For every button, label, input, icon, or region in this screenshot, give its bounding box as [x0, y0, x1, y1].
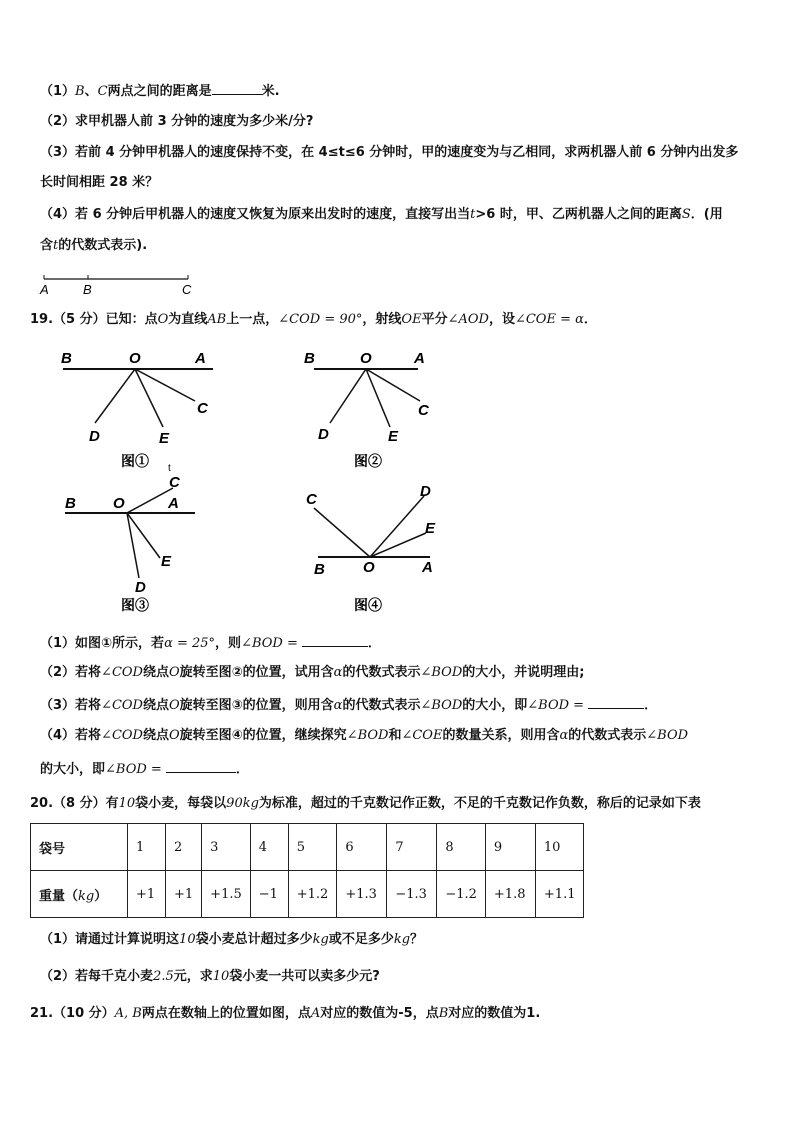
- label-o: O: [129, 350, 141, 367]
- label-o: O: [360, 350, 372, 367]
- table-cell: 9: [485, 824, 535, 871]
- q18-part1: （1）B、C两点之间的距离是 米.: [40, 80, 764, 102]
- weight-table: [30, 823, 584, 918]
- answer-blank: [588, 694, 644, 709]
- table-cell: 10: [535, 824, 584, 871]
- table-cell: −1: [250, 871, 288, 918]
- stray-mark: t: [168, 463, 171, 474]
- table-cell: 6: [337, 824, 387, 871]
- figure-1: [55, 345, 235, 475]
- label-d: D: [89, 428, 100, 445]
- label-d: D: [420, 483, 431, 500]
- label-e: E: [159, 430, 170, 447]
- label-b: B: [65, 495, 76, 512]
- label-c: C: [418, 402, 429, 419]
- q21-stem: 21.（10 分）A, B两点在数轴上的位置如图，点A对应的数值为-5，点B对应的数值为1.: [30, 1006, 541, 1021]
- figure-2-caption: 图②: [354, 453, 382, 469]
- table-cell: +1.3: [337, 871, 387, 918]
- point-a-label: A: [40, 282, 49, 297]
- q18-part3-line2: 长时间相距 28 米？: [40, 175, 159, 190]
- table-cell: −1.3: [387, 871, 437, 918]
- table-cell: 7: [387, 824, 437, 871]
- q20-stem: 20.（8 分）有10袋小麦，每袋以90kg为标准，超过的千克数记作正数，不足的千克数记作负数，称后的记录如下表: [30, 796, 701, 811]
- figure-1-caption: 图①: [121, 453, 149, 469]
- table-cell: −1.2: [437, 871, 486, 918]
- q18-part4-line2: 含t的代数式表示).: [40, 238, 148, 253]
- label-d: D: [318, 426, 329, 443]
- table-cell: 3: [202, 824, 251, 871]
- table-cell: 2: [166, 824, 202, 871]
- label-b: B: [314, 561, 325, 578]
- answer-blank: [166, 758, 236, 773]
- q19-sub3: （3）若将∠COD绕点O旋转至图③的位置，则用含α的代数式表示∠BOD的大小，即∠BOD = ．: [40, 694, 764, 716]
- label-e: E: [425, 520, 436, 537]
- header-cell: 袋号: [31, 824, 128, 871]
- q18-part3-line1: （3）若前 4 分钟甲机器人的速度保持不变，在 4≤t≤6 分钟时，甲的速度变为与乙相同，求两机器人前 6 分钟内出发多: [40, 145, 739, 160]
- label-c: C: [306, 491, 317, 508]
- answer-blank: [212, 80, 262, 95]
- label-a: A: [195, 350, 206, 367]
- table-cell: 4: [250, 824, 288, 871]
- table-row-bag-numbers: [31, 824, 584, 871]
- figure-3-caption: 图③: [121, 597, 149, 613]
- label-o: O: [113, 495, 125, 512]
- q18-part2: （2）求甲机器人前 3 分钟的速度为多少米/分?: [40, 114, 314, 129]
- figure-4: [300, 478, 480, 620]
- label-o: O: [363, 559, 375, 576]
- table-row-weights: [31, 871, 584, 918]
- answer-blank: [302, 632, 368, 647]
- q19-sub4-line2: 的大小，即∠BOD = ．: [40, 758, 764, 780]
- number-line-figure: [36, 268, 206, 298]
- q19-sub1: （1）如图①所示，若α = 25°，则∠BOD = ．: [40, 632, 764, 654]
- table-cell: 1: [128, 824, 166, 871]
- label-a: A: [422, 559, 433, 576]
- label-b: B: [61, 350, 72, 367]
- q19-sub4-line1: （4）若将∠COD绕点O旋转至图④的位置，继续探究∠BOD和∠COE的数量关系，则用含α的代数式表示∠BOD: [40, 728, 689, 743]
- point-b-label: B: [83, 282, 92, 297]
- figure-2: [300, 345, 480, 475]
- q18-part4-line1: （4）若 6 分钟后甲机器人的速度又恢复为原来出发时的速度，直接写出当t>6 时，甲、乙两机器人之间的距离S．(用: [40, 207, 723, 222]
- table-cell: +1: [128, 871, 166, 918]
- q19-stem: 19.（5 分）已知：点O为直线AB上一点，∠COD = 90°，射线OE平分∠AOD，设∠COE = α．: [30, 312, 597, 327]
- table-cell: +1.2: [288, 871, 337, 918]
- label-c: C: [169, 474, 180, 491]
- label-a: A: [168, 495, 179, 512]
- label-b: B: [304, 350, 315, 367]
- q19-sub2: （2）若将∠COD绕点O旋转至图②的位置，试用含α的代数式表示∠BOD的大小，并说明理由;: [40, 665, 585, 680]
- q20-sub1: （1）请通过计算说明这10袋小麦总计超过多少kg或不足多少kg？: [40, 932, 424, 947]
- table-cell: +1.5: [202, 871, 251, 918]
- figure-4-caption: 图④: [354, 597, 382, 613]
- label-c: C: [197, 400, 208, 417]
- label-e: E: [388, 428, 399, 445]
- point-c-label: C: [182, 282, 192, 297]
- label-d: D: [135, 579, 146, 596]
- table-cell: 8: [437, 824, 486, 871]
- table-cell: +1.8: [485, 871, 535, 918]
- table-cell: 5: [288, 824, 337, 871]
- row-label-cell: 重量（kg）: [31, 871, 128, 918]
- label-a: A: [414, 350, 425, 367]
- table-cell: +1.1: [535, 871, 584, 918]
- table-cell: +1: [166, 871, 202, 918]
- q20-sub2: （2）若每千克小麦2.5元，求10袋小麦一共可以卖多少元?: [40, 969, 380, 984]
- label-e: E: [161, 553, 172, 570]
- figure-3: [55, 470, 235, 620]
